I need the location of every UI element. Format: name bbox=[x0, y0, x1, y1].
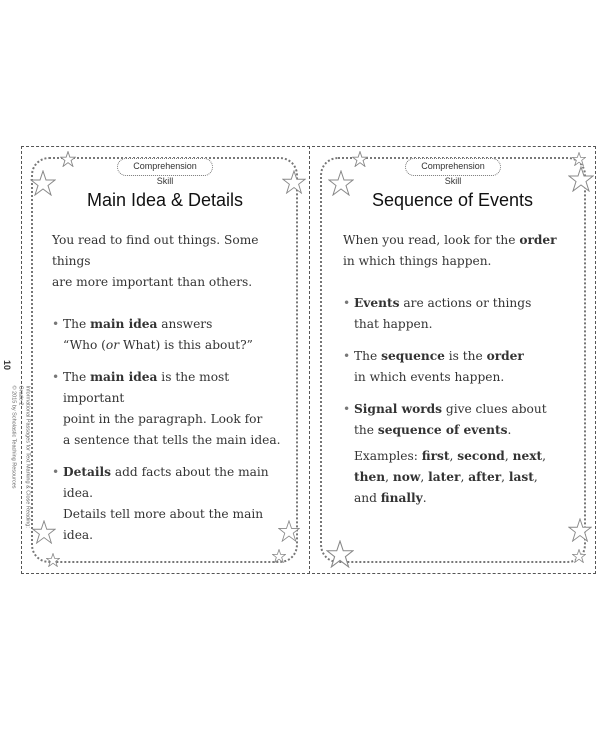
list-item: • The main idea answers “Who (or What) is this about?” bbox=[52, 317, 253, 352]
star-icon bbox=[568, 166, 594, 192]
star-icon bbox=[572, 152, 586, 166]
star-icon bbox=[278, 520, 300, 542]
list-item: • The main idea is the most important point in the paragraph. Look for a sentence that tells the main idea. bbox=[52, 370, 281, 447]
card-body bbox=[343, 230, 583, 509]
card-tab-label: Comprehension Skill bbox=[117, 158, 213, 176]
star-icon bbox=[46, 553, 60, 567]
list-item: • Events are actions or things that happen. bbox=[343, 296, 532, 331]
intro-text: When you read, look for the order in which things happen. bbox=[343, 233, 557, 268]
star-icon bbox=[572, 549, 586, 563]
star-icon bbox=[272, 549, 286, 563]
star-icon bbox=[352, 151, 368, 167]
list-item: • The sequence is the order in which events happen. bbox=[343, 349, 524, 384]
copyright-credit: Informational Passages for Text Marking & Close Reading: Grade 2 © 2015 by Scholastic Teaching Resources bbox=[10, 385, 31, 528]
card-body bbox=[52, 230, 292, 546]
examples-text: Examples: first, second, next, then, now, later, after, last, and finally. bbox=[354, 449, 546, 505]
star-icon bbox=[568, 518, 592, 542]
star-icon bbox=[282, 170, 306, 194]
star-icon bbox=[328, 170, 354, 196]
card-tab-label: Comprehension Skill bbox=[405, 158, 501, 176]
star-icon bbox=[326, 540, 354, 568]
star-icon bbox=[32, 520, 56, 544]
list-item: • Details add facts about the main idea. Details tell more about the main idea. bbox=[52, 465, 269, 542]
card-title: Sequence of Events bbox=[371, 190, 534, 210]
list-item: • Signal words give clues about the sequence of events. bbox=[343, 402, 547, 437]
fold-line bbox=[309, 146, 310, 574]
star-icon bbox=[60, 151, 76, 167]
star-icon bbox=[30, 170, 56, 196]
card-title: Main Idea & Details bbox=[86, 190, 244, 210]
page-number: 10 bbox=[2, 359, 13, 371]
intro-text: You read to find out things. Some things are more important than others. bbox=[52, 233, 259, 289]
